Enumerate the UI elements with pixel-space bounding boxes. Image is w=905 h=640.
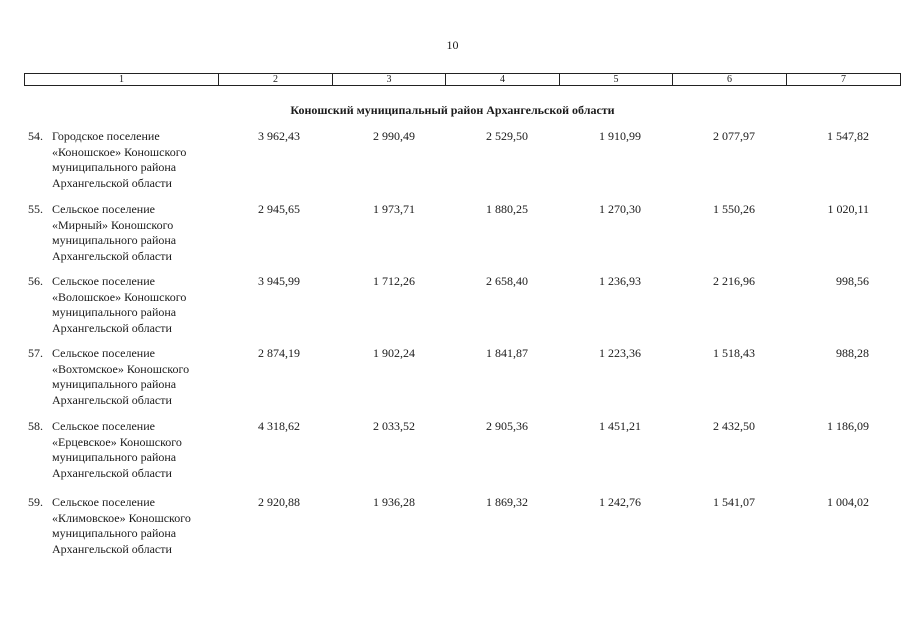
value-col-7: 1 186,09	[827, 419, 869, 433]
value-col-2: 2 920,88	[258, 495, 300, 509]
header-row	[25, 74, 901, 86]
name-line: муниципального района	[52, 305, 177, 319]
table-row	[24, 419, 900, 485]
row-number: 55.	[28, 202, 43, 216]
name-line: «Мирный» Коношского	[52, 217, 174, 232]
column-number-5: 5	[560, 74, 673, 86]
column-number-4: 4	[446, 74, 560, 86]
name-line: муниципального района	[52, 377, 177, 391]
value-col-2: 2 945,65	[258, 202, 300, 216]
value-col-6: 1 518,43	[713, 346, 755, 360]
value-col-2: 4 318,62	[258, 419, 300, 433]
value-col-5: 1 910,99	[599, 129, 641, 143]
name-line: Сельское поселение	[52, 419, 155, 433]
name-line: Архангельской области	[52, 248, 172, 263]
table-row	[24, 274, 900, 340]
value-col-2: 2 874,19	[258, 346, 300, 360]
name-line: Сельское поселение	[52, 495, 155, 509]
name-line: Сельское поселение	[52, 274, 155, 288]
value-col-6: 2 077,97	[713, 129, 755, 143]
value-col-3: 1 936,28	[373, 495, 415, 509]
name-line: муниципального района	[52, 526, 177, 540]
value-col-3: 2 033,52	[373, 419, 415, 433]
name-line: Архангельской области	[52, 392, 172, 407]
value-col-4: 1 880,25	[486, 202, 528, 216]
name-line: Городское поселение	[52, 129, 160, 143]
value-col-3: 2 990,49	[373, 129, 415, 143]
value-col-7: 988,28	[836, 346, 869, 360]
value-col-5: 1 270,30	[599, 202, 641, 216]
value-col-3: 1 902,24	[373, 346, 415, 360]
name-line: Сельское поселение	[52, 346, 155, 360]
value-col-5: 1 236,93	[599, 274, 641, 288]
name-line: «Волошское» Коношского	[52, 289, 187, 304]
value-col-4: 1 869,32	[486, 495, 528, 509]
value-col-4: 2 905,36	[486, 419, 528, 433]
name-line: Архангельской области	[52, 175, 172, 190]
row-number: 58.	[28, 419, 43, 433]
value-col-3: 1 712,26	[373, 274, 415, 288]
value-col-6: 1 541,07	[713, 495, 755, 509]
name-line: Архангельской области	[52, 320, 172, 335]
name-line: Сельское поселение	[52, 202, 155, 216]
value-col-2: 3 945,99	[258, 274, 300, 288]
name-line: муниципального района	[52, 233, 177, 247]
name-line: Архангельской области	[52, 465, 172, 480]
section-title: Коношский муниципальный район Архангельской области	[290, 103, 615, 117]
column-number-1: 1	[25, 74, 219, 86]
name-line: «Климовское» Коношского	[52, 510, 191, 525]
value-col-6: 2 216,96	[713, 274, 755, 288]
column-number-header	[24, 73, 901, 86]
value-col-5: 1 242,76	[599, 495, 641, 509]
column-number-7: 7	[787, 74, 901, 86]
table-row	[24, 202, 900, 268]
name-line: «Коношское» Коношского	[52, 144, 187, 159]
value-col-4: 2 658,40	[486, 274, 528, 288]
name-line: «Ерцевское» Коношского	[52, 434, 182, 449]
table-row	[24, 495, 900, 561]
name-line: «Вохтомское» Коношского	[52, 361, 190, 376]
value-col-2: 3 962,43	[258, 129, 300, 143]
name-line: муниципального района	[52, 160, 177, 174]
value-col-5: 1 223,36	[599, 346, 641, 360]
row-number: 57.	[28, 346, 43, 360]
table-row	[24, 129, 900, 195]
page-number: 10	[446, 38, 459, 52]
value-col-6: 1 550,26	[713, 202, 755, 216]
value-col-7: 1 547,82	[827, 129, 869, 143]
value-col-7: 1 020,11	[827, 202, 869, 216]
row-number: 56.	[28, 274, 43, 288]
name-line: Архангельской области	[52, 541, 172, 556]
name-line: муниципального района	[52, 450, 177, 464]
value-col-4: 1 841,87	[486, 346, 528, 360]
table-row	[24, 346, 900, 412]
value-col-7: 998,56	[836, 274, 869, 288]
value-col-6: 2 432,50	[713, 419, 755, 433]
column-number-3: 3	[333, 74, 446, 86]
column-number-2: 2	[219, 74, 333, 86]
value-col-5: 1 451,21	[599, 419, 641, 433]
value-col-7: 1 004,02	[827, 495, 869, 509]
value-col-4: 2 529,50	[486, 129, 528, 143]
row-number: 59.	[28, 495, 43, 509]
value-col-3: 1 973,71	[373, 202, 415, 216]
column-number-6: 6	[673, 74, 787, 86]
row-number: 54.	[28, 129, 43, 143]
